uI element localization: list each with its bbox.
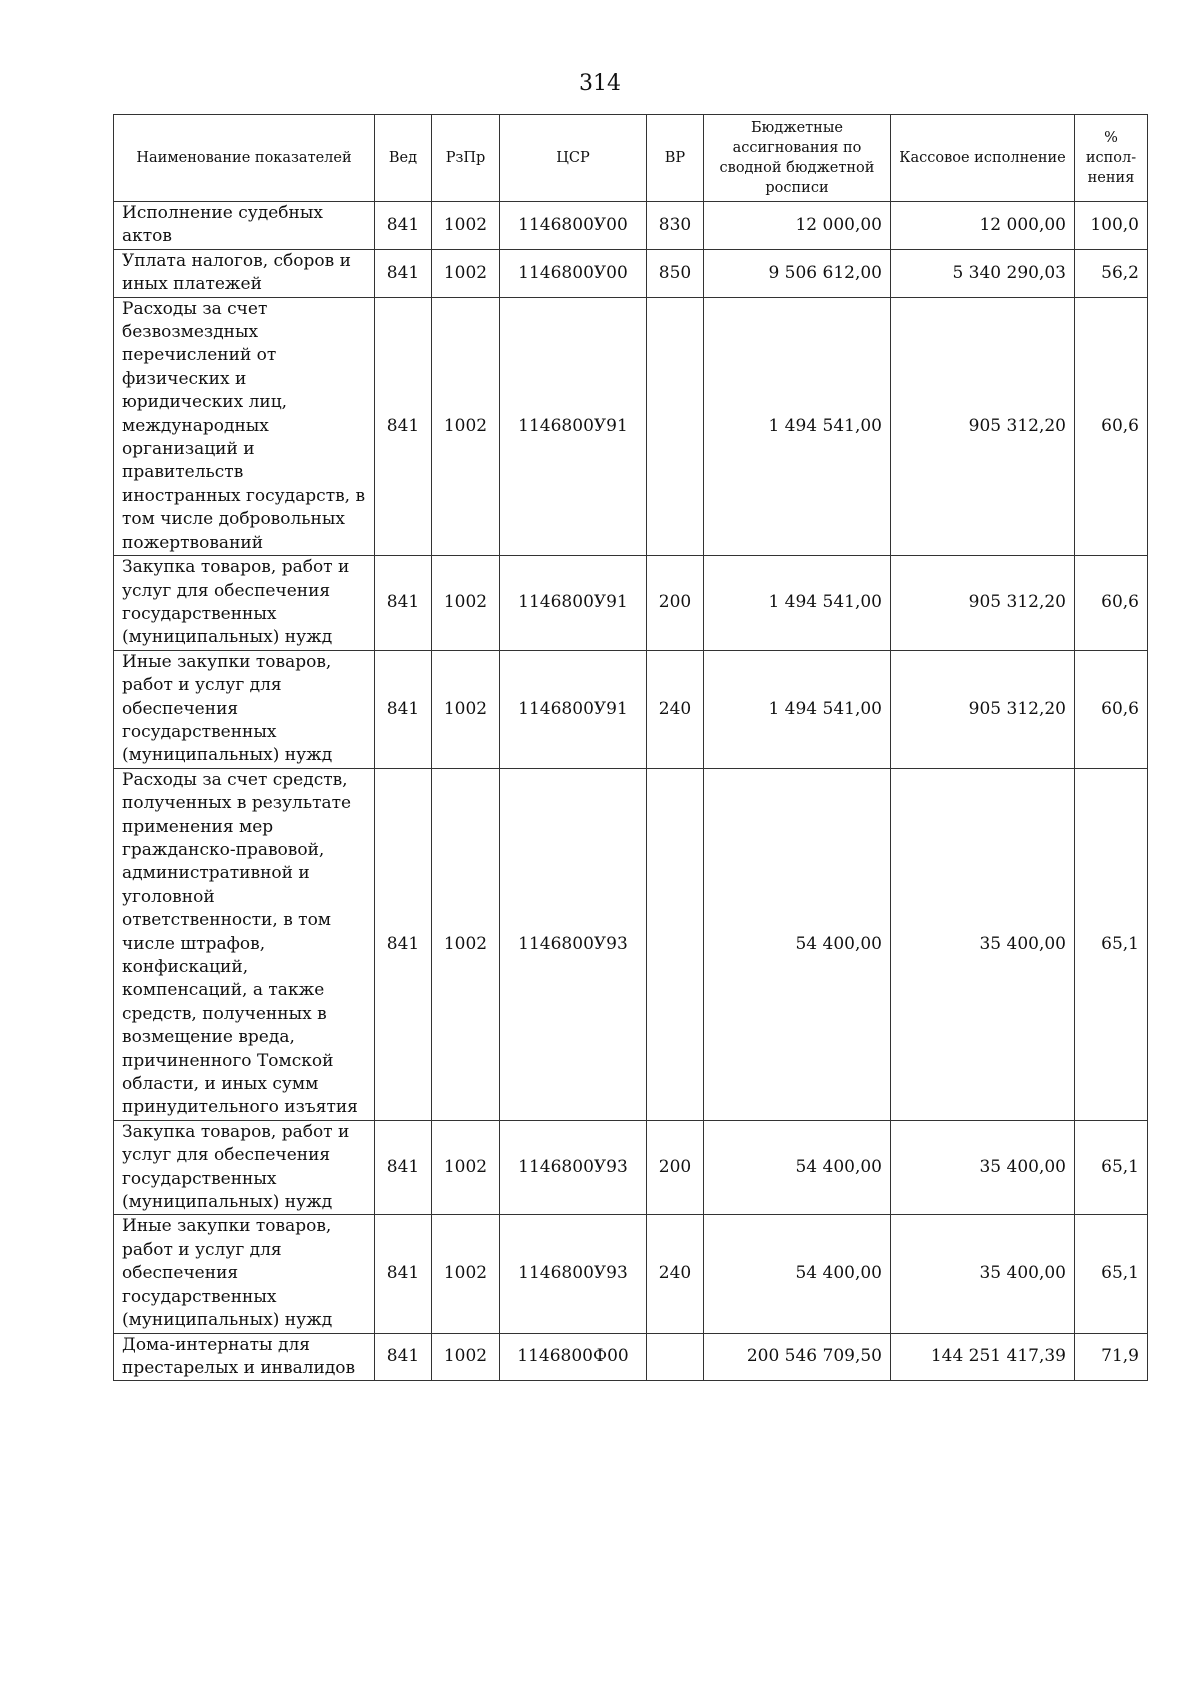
cell-name: Закупка товаров, работ и услуг для обеспечения государственных (муниципальных) нужд <box>114 1120 375 1215</box>
header-name: Наименование показателей <box>114 115 375 202</box>
cell-assigned: 54 400,00 <box>704 1120 891 1215</box>
page-number: 314 <box>579 71 621 96</box>
cell-executed: 35 400,00 <box>891 1120 1075 1215</box>
cell-assigned: 1 494 541,00 <box>704 556 891 651</box>
table-row <box>114 297 1148 555</box>
cell-executed: 905 312,20 <box>891 556 1075 651</box>
cell-ved: 841 <box>375 202 432 250</box>
header-ved: Вед <box>375 115 432 202</box>
cell-assigned: 54 400,00 <box>704 1215 891 1333</box>
cell-executed: 905 312,20 <box>891 650 1075 768</box>
cell-ved: 841 <box>375 249 432 297</box>
cell-percent: 60,6 <box>1075 297 1148 555</box>
cell-rzpr: 1002 <box>432 202 500 250</box>
cell-vr: 240 <box>647 1215 704 1333</box>
cell-assigned: 1 494 541,00 <box>704 297 891 555</box>
header-csr: ЦСР <box>500 115 647 202</box>
cell-ved: 841 <box>375 1120 432 1215</box>
cell-name: Закупка товаров, работ и услуг для обеспечения государственных (муниципальных) нужд <box>114 556 375 651</box>
table-row <box>114 1333 1148 1381</box>
cell-vr: 830 <box>647 202 704 250</box>
cell-ved: 841 <box>375 297 432 555</box>
cell-ved: 841 <box>375 1215 432 1333</box>
cell-vr: 200 <box>647 556 704 651</box>
table-row <box>114 1215 1148 1333</box>
cell-percent: 60,6 <box>1075 650 1148 768</box>
cell-ved: 841 <box>375 650 432 768</box>
cell-assigned: 200 546 709,50 <box>704 1333 891 1381</box>
cell-rzpr: 1002 <box>432 650 500 768</box>
cell-executed: 12 000,00 <box>891 202 1075 250</box>
header-rzpr: РзПр <box>432 115 500 202</box>
table-header-row <box>114 115 1148 202</box>
header-executed: Кассовое исполнение <box>891 115 1075 202</box>
cell-vr <box>647 768 704 1120</box>
cell-executed: 5 340 290,03 <box>891 249 1075 297</box>
cell-rzpr: 1002 <box>432 1120 500 1215</box>
cell-rzpr: 1002 <box>432 1215 500 1333</box>
cell-vr <box>647 1333 704 1381</box>
cell-executed: 35 400,00 <box>891 768 1075 1120</box>
cell-ved: 841 <box>375 1333 432 1381</box>
cell-name: Иные закупки товаров, работ и услуг для обеспечения государственных (муниципальных) нужд <box>114 650 375 768</box>
cell-vr: 200 <box>647 1120 704 1215</box>
cell-name: Расходы за счет безвозмездных перечислений от физических и юридических лиц, международных организаций и правительств иностранных государств, в том числе добровольных пожертвований <box>114 297 375 555</box>
header-percent: % испол-нения <box>1075 115 1148 202</box>
cell-csr: 1146800Ф00 <box>500 1333 647 1381</box>
table-row <box>114 650 1148 768</box>
cell-percent: 100,0 <box>1075 202 1148 250</box>
cell-rzpr: 1002 <box>432 768 500 1120</box>
cell-name: Иные закупки товаров, работ и услуг для обеспечения государственных (муниципальных) нужд <box>114 1215 375 1333</box>
cell-csr: 1146800У93 <box>500 1120 647 1215</box>
cell-rzpr: 1002 <box>432 1333 500 1381</box>
cell-csr: 1146800У91 <box>500 556 647 651</box>
table-row <box>114 768 1148 1120</box>
cell-percent: 60,6 <box>1075 556 1148 651</box>
cell-rzpr: 1002 <box>432 249 500 297</box>
table-row <box>114 556 1148 651</box>
cell-percent: 65,1 <box>1075 1120 1148 1215</box>
cell-executed: 144 251 417,39 <box>891 1333 1075 1381</box>
cell-assigned: 1 494 541,00 <box>704 650 891 768</box>
cell-ved: 841 <box>375 556 432 651</box>
cell-assigned: 9 506 612,00 <box>704 249 891 297</box>
cell-ved: 841 <box>375 768 432 1120</box>
cell-vr <box>647 297 704 555</box>
table-row <box>114 1120 1148 1215</box>
cell-vr: 240 <box>647 650 704 768</box>
header-assigned: Бюджетные ассигнования по сводной бюджетной росписи <box>704 115 891 202</box>
cell-csr: 1146800У00 <box>500 202 647 250</box>
cell-csr: 1146800У93 <box>500 768 647 1120</box>
cell-percent: 65,1 <box>1075 1215 1148 1333</box>
cell-vr: 850 <box>647 249 704 297</box>
cell-executed: 35 400,00 <box>891 1215 1075 1333</box>
cell-csr: 1146800У00 <box>500 249 647 297</box>
cell-name: Расходы за счет средств, полученных в результате применения мер гражданско-правовой, административной и уголовной ответственности, в том числе штрафов, конфискаций, компенсаций, а также средств, полученных в возмещение вреда, причиненного Томской области, и иных сумм принудительного изъятия <box>114 768 375 1120</box>
cell-rzpr: 1002 <box>432 297 500 555</box>
cell-rzpr: 1002 <box>432 556 500 651</box>
table-row <box>114 202 1148 250</box>
cell-csr: 1146800У91 <box>500 297 647 555</box>
header-vr: ВР <box>647 115 704 202</box>
cell-csr: 1146800У91 <box>500 650 647 768</box>
cell-executed: 905 312,20 <box>891 297 1075 555</box>
budget-execution-table <box>113 114 1148 1381</box>
table-row <box>114 249 1148 297</box>
cell-percent: 71,9 <box>1075 1333 1148 1381</box>
cell-name: Дома-интернаты для престарелых и инвалидов <box>114 1333 375 1381</box>
cell-assigned: 54 400,00 <box>704 768 891 1120</box>
cell-name: Исполнение судебных актов <box>114 202 375 250</box>
cell-assigned: 12 000,00 <box>704 202 891 250</box>
cell-percent: 65,1 <box>1075 768 1148 1120</box>
cell-csr: 1146800У93 <box>500 1215 647 1333</box>
cell-percent: 56,2 <box>1075 249 1148 297</box>
cell-name: Уплата налогов, сборов и иных платежей <box>114 249 375 297</box>
